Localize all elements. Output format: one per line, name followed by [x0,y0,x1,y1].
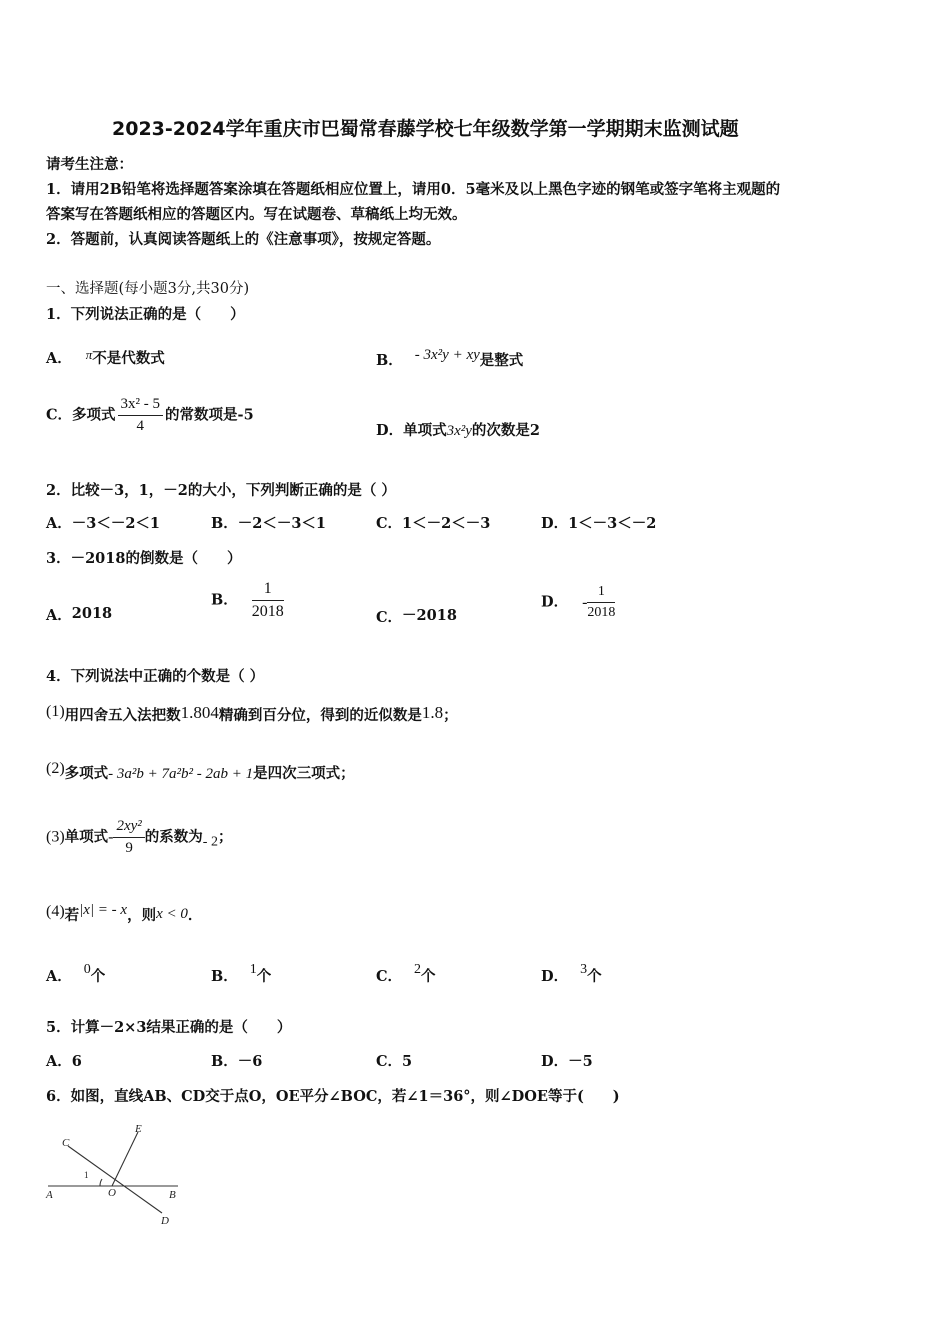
option-label: B． [376,352,403,369]
notice-item-1-line-1: 1．请用2B铅笔将选择题答案涂填在答题纸相应位置上，请用0．5毫米及以上黑色字迹的钢笔或签字笔将主观题的 [46,181,781,198]
fraction-denominator: 2018 [587,605,616,620]
negative-sign: - [108,828,114,846]
angle-1-arc [100,1179,102,1186]
option-prefix: 单项式 [403,422,447,439]
q5-stem: 5．计算－2×3结果正确的是（ ） [46,1019,292,1036]
option-prefix: 多项式 [72,406,116,424]
math-number: - 2 [202,834,218,850]
q1-option-a [46,347,165,368]
statement-text: 用四舍五入法把数 [64,707,181,724]
option-text: －2018 [402,607,457,624]
label-e: E [135,1123,142,1135]
math-number: 1.8 [421,703,444,722]
option-unit: 个 [421,968,436,985]
fraction-denominator: 9 [125,840,133,856]
fraction [252,580,284,621]
option-text: 2018 [71,605,113,622]
q4-statement-3 [46,818,232,857]
notice-item-1-line-2: 答案写在答题纸相应的答题区内。写在试题卷、草稿纸上均无效。 [46,206,467,223]
notice-heading: 请考生注意： [46,156,133,173]
fraction [587,584,615,621]
label-a: A [46,1189,53,1201]
option-unit: 个 [587,968,602,985]
q5-option-b: B．－6 [211,1053,263,1070]
q3-option-c [376,604,457,627]
statement-end: ； [443,707,458,724]
option-label: D． [541,593,569,611]
negative-sign: - [582,593,588,611]
label-c: C [62,1137,70,1149]
q4-statement-1 [46,703,458,725]
q3-stem: 3．－2018的倒数是（ ） [46,550,242,567]
math-expression: - 3a²b + 7a²b² - 2ab + 1 [108,766,254,782]
q2-option-b: B．－2＜－3＜1 [211,515,327,532]
option-number: 0 [83,962,91,977]
option-label: D． [541,968,569,985]
q3-option-a [46,604,112,625]
option-label: A． [46,350,72,367]
q4-option-a [46,960,105,986]
q5-option-d: D．－5 [541,1053,593,1070]
option-label: D． [376,422,404,439]
fraction [118,396,164,435]
q2-stem: 2．比较－3，1，－2的大小，下列判断正确的是（ ） [46,482,396,499]
label-o: O [108,1187,116,1199]
ray-oe [112,1132,138,1186]
q3-option-d [541,584,615,621]
statement-marker: (2) [46,760,65,777]
q6-stem: 6．如图，直线AB、CD交于点O，OE平分∠BOC，若∠1＝36°，则∠DOE等于( ) [46,1088,620,1105]
q4-option-c [376,960,436,986]
option-label: C． [376,968,403,985]
option-unit: 个 [90,968,106,985]
q1-option-c [46,396,254,435]
fraction-numerator: 3x² - 5 [118,396,164,416]
q5-option-a: A．6 [46,1053,82,1070]
page-title: 2023-2024学年重庆市巴蜀常春藤学校七年级数学第一学期期末监测试题 [112,118,739,140]
option-label: B． [211,591,238,609]
fraction-numerator: 1 [252,580,284,601]
q2-option-a: A．－3＜－2＜1 [46,515,161,532]
q4-statement-4 [46,902,202,925]
q4-statement-2 [46,760,355,783]
section-heading: 一、选择题(每小题3分,共30分) [46,281,250,297]
q4-stem: 4．下列说法中正确的个数是（ ） [46,668,265,685]
fraction-denominator: 4 [136,418,145,434]
q1-option-b [376,347,523,370]
statement-text: 若 [64,907,80,924]
option-number: 2 [414,962,422,977]
fraction-numerator: 1 [587,584,615,603]
option-label: C． [376,609,403,626]
option-number: 3 [580,962,588,977]
statement-marker: (4) [46,903,65,920]
statement-end: ； [217,828,233,846]
statement-end: 是四次三项式； [253,765,355,782]
option-text: 是整式 [479,352,524,369]
statement-text: 精确到百分位，得到的近似数是 [218,707,422,724]
option-label: A． [46,607,72,624]
q1-option-d [376,419,540,440]
statement-marker: (1) [46,703,65,720]
q1-stem: 1．下列说法正确的是（ ） [46,306,245,323]
option-number: 1 [249,962,257,977]
statement-text: 单项式 [64,828,109,846]
q6-geometry-figure [40,1118,190,1233]
fraction-numerator: 2xy² [113,818,144,838]
math-expression: π [85,347,93,362]
statement-text: 的系数为 [144,828,203,846]
option-text: 不是代数式 [92,350,165,367]
q4-option-d [541,960,602,986]
label-angle-1: 1 [84,1170,89,1180]
q3-option-b [211,580,284,621]
math-expression: x < 0 [156,906,188,922]
option-unit: 个 [256,968,272,985]
statement-text: ，则 [127,907,157,924]
q5-option-c: C．5 [376,1053,413,1070]
option-label: B． [211,968,238,985]
q2-option-c: C．1＜－2＜－3 [376,515,491,532]
math-number: 1.804 [180,703,219,722]
option-label: C． [46,406,73,424]
option-text: 的次数是2 [471,422,540,439]
math-expression: - 3x²y + xy [414,347,480,363]
math-expression: 3x²y [446,423,472,439]
notice-item-2: 2．答题前，认真阅读答题纸上的《注意事项》，按规定答题。 [46,231,441,248]
statement-text: 多项式 [64,765,109,782]
label-b: B [169,1189,176,1201]
label-d: D [161,1215,169,1227]
option-text: 的常数项是-5 [165,406,254,424]
q2-option-d: D．1＜－3＜－2 [541,515,657,532]
fraction-denominator: 2018 [251,603,284,620]
q4-option-b [211,960,271,986]
fraction [113,818,144,857]
statement-marker: (3) [46,828,65,846]
option-label: A． [46,968,72,985]
math-expression: |x| = - x [79,902,128,918]
statement-end: ． [187,907,203,924]
